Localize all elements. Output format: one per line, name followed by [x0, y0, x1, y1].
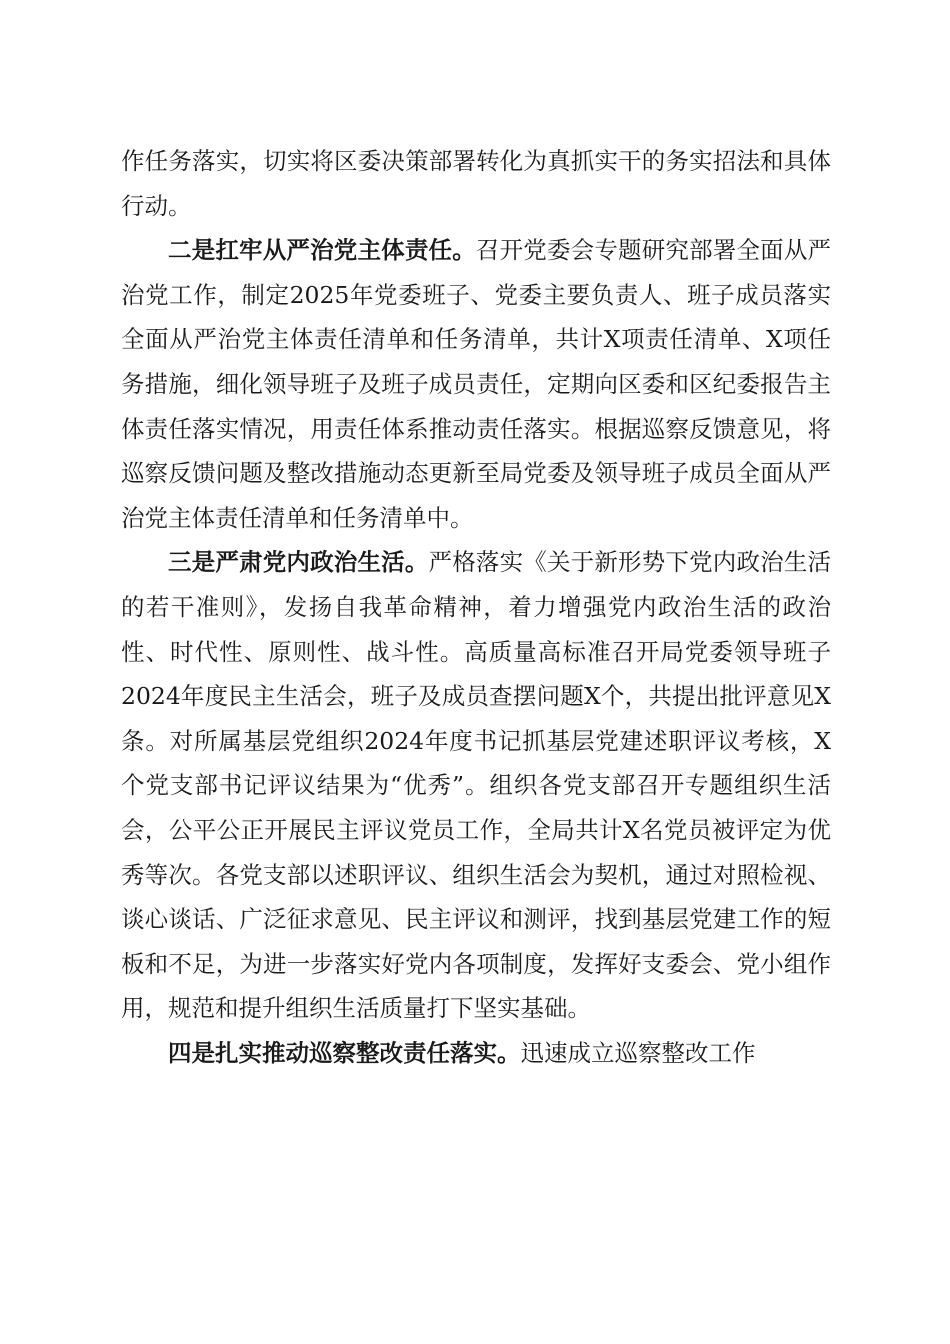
paragraph-lead: 四是扎实推动巡察整改责任落实。 [168, 1038, 521, 1067]
paragraph-4 [121, 1031, 831, 1076]
paragraph-continuation [121, 139, 831, 228]
document-page [121, 139, 831, 1075]
paragraph-body: 迅速成立巡察整改工作 [520, 1038, 756, 1067]
paragraph-body: 召开党委会专题研究部署全面从严治党工作，制定2025年党委班子、党委主要负责人、班子成员落实全面从严治党主体责任清单和任务清单，共计X项责任清单、X项任务措施，细化领导班子及班子成员责任，定期向区委和区纪委报告主体责任落实情况，用责任体系推动责任落实。根据巡察反馈意见，将巡察反馈问题及整改措施动态更新至局党委及领导班子成员全面从严治党主体责任清单和任务清单中。 [121, 236, 832, 532]
paragraph-body: 严格落实《关于新形势下党内政治生活的若干准则》，发扬自我革命精神，着力增强党内政治生活的政治性、时代性、原则性、战斗性。高质量高标准召开局党委领导班子2024年度民主生活会，班子及成员查摆问题X个，共提出批评意见X条。对所属基层党组织2024年度书记抓基层党建述职评议考核，X个党支部书记评议结果为“优秀”。组织各党支部召开专题组织生活会，公平公正开展民主评议党员工作，全局共计X名党员被评定为优秀等次。各党支部以述职评议、组织生活会为契机，通过对照检视、谈心谈话、广泛征求意见、民主评议和测评，找到基层党建工作的短板和不足，为进一步落实好党内各项制度，发挥好支委会、党小组作用，规范和提升组织生活质量打下坚实基础。 [121, 548, 832, 1023]
paragraph-2 [121, 228, 831, 540]
paragraph-3 [121, 540, 831, 1031]
paragraph-body: 作任务落实，切实将区委决策部署转化为真抓实干的务实招法和具体行动。 [121, 147, 831, 220]
paragraph-lead: 三是严肃党内政治生活。 [168, 548, 429, 577]
paragraph-lead: 二是扛牢从严治党主体责任。 [168, 236, 476, 265]
